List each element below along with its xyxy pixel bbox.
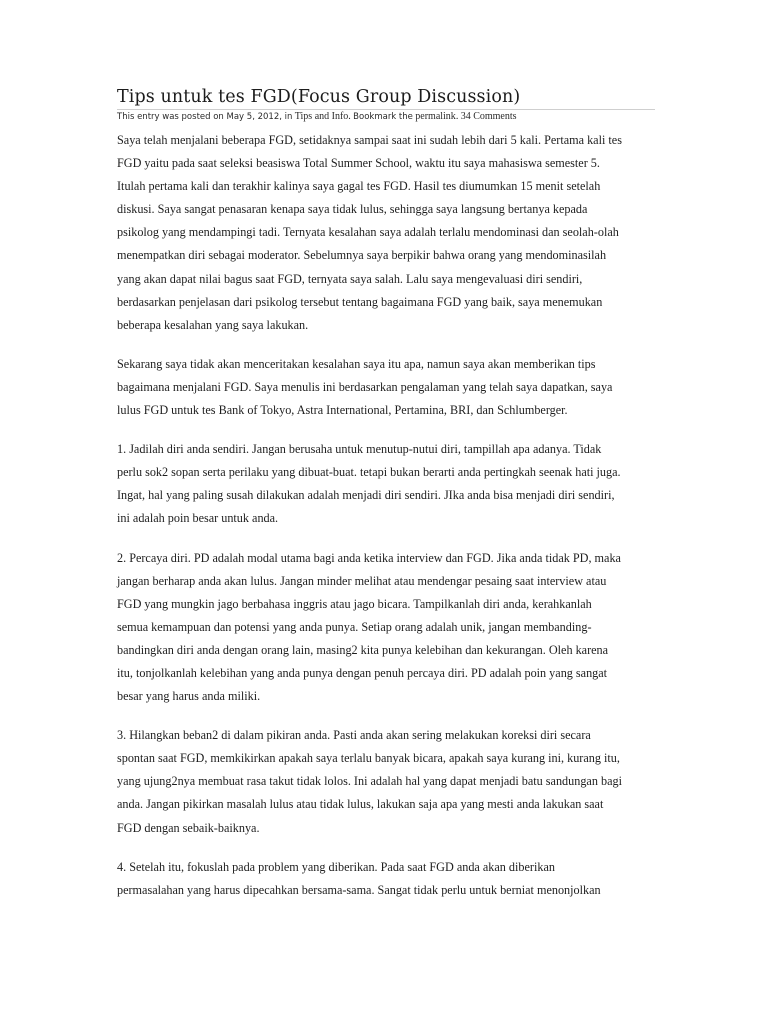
text-line: semua kemampuan dan potensi yang anda punya. Setiap orang adalah unik, jangan membanding- bbox=[117, 619, 592, 634]
post-body bbox=[117, 129, 655, 902]
text-line: FGD dengan sebaik-baiknya. bbox=[117, 820, 260, 835]
blog-post bbox=[117, 86, 655, 918]
text-line: anda. Jangan pikirkan masalah lulus atau tidak lulus, lakukan saja apa yang mesti anda lakukan saat bbox=[117, 797, 604, 812]
category-link[interactable]: Tips and Info bbox=[294, 111, 349, 122]
meta-period: . bbox=[348, 111, 351, 122]
text-line: Itulah pertama kali dan terakhir kalinya saya gagal tes FGD. Hasil tes diumumkan 15 menit setelah bbox=[117, 179, 601, 194]
text-line: beberapa kesalahan yang saya lakukan. bbox=[117, 317, 309, 332]
text-line: 3. Hilangkan beban2 di dalam pikiran anda. Pasti anda akan sering melakukan koreksi diri secara bbox=[117, 728, 591, 743]
text-line: besar yang harus anda miliki. bbox=[117, 689, 261, 704]
text-line: lulus FGD untuk tes Bank of Tokyo, Astra International, Pertamina, BRI, dan Schlumberger. bbox=[117, 403, 568, 418]
meta-prefix: This entry was posted on May 5, 2012, in bbox=[117, 112, 293, 122]
text-line: FGD yaitu pada saat seleksi beasiswa Total Summer School, waktu itu saya mahasiswa semester 5. bbox=[117, 156, 600, 171]
paragraph bbox=[117, 547, 655, 709]
text-line: spontan saat FGD, memkikirkan apakah saya terlalu banyak bicara, apakah saya kurang ini, kurang itu, bbox=[117, 751, 620, 766]
text-line: FGD yang mungkin jago berbahasa inggris atau jago bicara. Tampilkanlah diri anda, kerahkanlah bbox=[117, 596, 592, 611]
text-line: diskusi. Saya sangat penasaran kenapa saya tidak lulus, sehingga saya langsung bertanya kepada bbox=[117, 202, 588, 217]
text-line: jangan berharap anda akan lulus. Jangan minder melihat atau mendengar pesaing saat interview atau bbox=[117, 573, 607, 588]
text-line: psikolog yang mendampingi tadi. Ternyata kesalahan saya adalah terlalu mendominasi dan seolah-olah bbox=[117, 225, 619, 240]
post-title: Tips untuk tes FGD(Focus Group Discussion) bbox=[117, 87, 521, 107]
text-line: menempatkan diri sebagai moderator. Sebelumnya saya berpikir bahwa orang yang mendominasilah bbox=[117, 248, 607, 263]
text-line: Ingat, hal yang paling susah dilakukan adalah menjadi diri sendiri. JIka anda bisa menjadi diri sendiri, bbox=[117, 488, 615, 503]
text-line: permasalahan yang harus dipecahkan bersama-sama. Sangat tidak perlu untuk berniat menonjolkan bbox=[117, 882, 601, 897]
paragraph bbox=[117, 438, 655, 530]
permalink-link[interactable]: permalink bbox=[415, 111, 456, 122]
paragraph bbox=[117, 856, 655, 902]
text-line: yang ujung2nya membuat rasa takut tidak lolos. Ini adalah hal yang dapat menjadi batu sandungan bagi bbox=[117, 774, 622, 789]
text-line: perlu sok2 sopan serta perilaku yang dibuat-buat. tetapi bukan berarti anda pertingkah seenak hati juga. bbox=[117, 465, 621, 480]
text-line: yang akan dapat nilai bagus saat FGD, ternyata saya salah. Lalu saya mengevaluasi diri sendiri, bbox=[117, 271, 583, 286]
meta-period-2: . bbox=[455, 111, 459, 122]
text-line: 1. Jadilah diri anda sendiri. Jangan berusaha untuk menutup-nutui diri, tampillah apa adanya. Tidak bbox=[117, 442, 602, 457]
comments-link[interactable]: 34 Comments bbox=[460, 111, 517, 122]
text-line: 4. Setelah itu, fokuslah pada problem yang diberikan. Pada saat FGD anda akan diberikan bbox=[117, 859, 555, 874]
text-line: Sekarang saya tidak akan menceritakan kesalahan saya itu apa, namun saya akan memberikan tips bbox=[117, 356, 596, 371]
text-line: 2. Percaya diri. PD adalah modal utama bagi anda ketika interview dan FGD. Jika anda tidak PD, maka bbox=[117, 550, 621, 565]
text-line: bagaimana menjalani FGD. Saya menulis ini berdasarkan pengalaman yang telah saya dapatkan, saya bbox=[117, 379, 613, 394]
meta-bookmark-text: Bookmark the bbox=[353, 112, 413, 122]
text-line: itu, tonjolkanlah kelebihan yang anda punya dengan penuh percaya diri. PD adalah poin yang sangat bbox=[117, 665, 608, 680]
post-meta bbox=[117, 110, 655, 124]
text-line: berdasarkan penjelasan dari psikolog tersebut tentang bagaimana FGD yang baik, saya menemukan bbox=[117, 294, 603, 309]
paragraph bbox=[117, 353, 655, 422]
text-line: bandingkan diri anda dengan orang lain, masing2 kita punya kelebihan dan kekurangan. Oleh karena bbox=[117, 642, 609, 657]
text-line: ini adalah poin besar untuk anda. bbox=[117, 511, 279, 526]
text-line: Saya telah menjalani beberapa FGD, setidaknya sampai saat ini sudah lebih dari 5 kali. Pertama kali tes bbox=[117, 133, 622, 147]
paragraph bbox=[117, 129, 655, 337]
paragraph bbox=[117, 724, 655, 839]
